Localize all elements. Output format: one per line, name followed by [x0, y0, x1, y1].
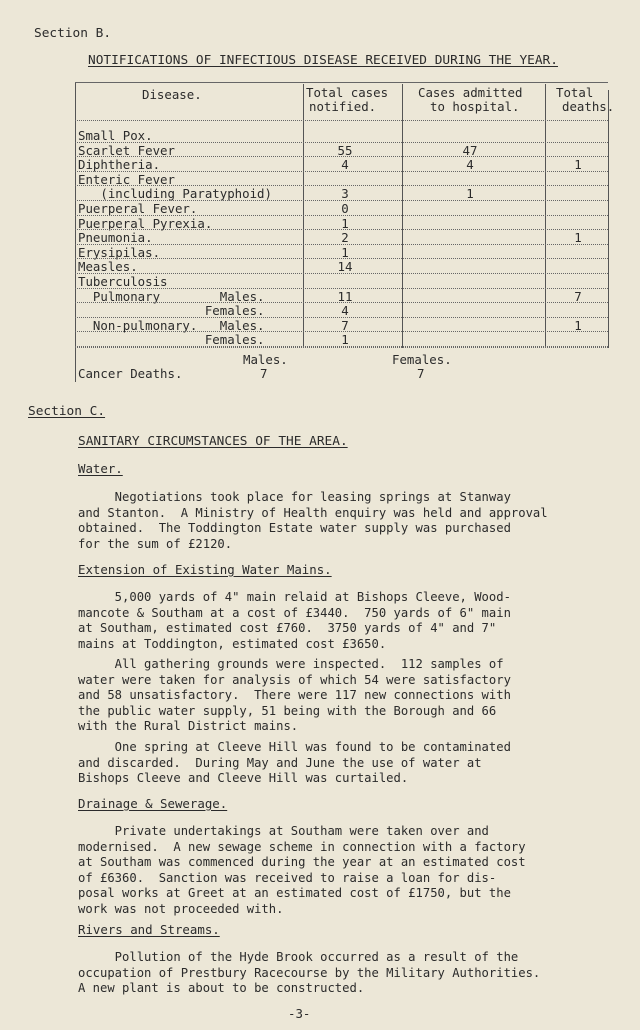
table-divider-1	[303, 84, 304, 348]
water-line: for the sum of £2120.	[78, 536, 233, 551]
row-disease-label: Erysipilas.	[78, 244, 161, 260]
mains-paragraph-2	[78, 657, 598, 735]
mains-paragraph-3	[78, 740, 598, 787]
row-disease-label: (including Paratyphoid)	[78, 186, 272, 202]
drainage-line: work was not proceeded with.	[78, 901, 284, 916]
drainage-line: of £6360. Sanction was received to raise a loan for dis-	[78, 870, 497, 885]
row-notified-value: 2	[341, 230, 349, 246]
mains-line: 5,000 yards of 4" main relaid at Bishops Cleeve, Wood-	[78, 590, 511, 604]
row-disease-label: Diphtheria.	[78, 157, 161, 173]
row-admitted-value: 1	[466, 186, 474, 202]
row-notified-value: 1	[341, 215, 349, 231]
row-notified-value: 1	[341, 332, 349, 348]
table-top-rule	[75, 82, 608, 83]
cancer-deaths-label: Cancer Deaths.	[78, 366, 183, 381]
drainage-line: posal works at Greet at an estimated cost of £1750, but the	[78, 886, 511, 901]
row-disease-label: Females.	[78, 303, 265, 319]
drainage-line: Private undertakings at Southam were taken over and	[78, 824, 489, 838]
mains-paragraph-1	[78, 590, 598, 652]
page-number: -3-	[288, 1006, 311, 1021]
mains-line: Bishops Cleeve and Cleeve Hill was curtailed.	[78, 771, 409, 786]
row-disease-label: Small Pox.	[78, 128, 153, 143]
water-heading: Water.	[78, 461, 123, 476]
col-header-deaths-line2: deaths.	[562, 99, 615, 114]
rivers-line: A new plant is about to be constructed.	[78, 981, 365, 996]
water-paragraph	[78, 490, 598, 552]
row-admitted-value: 47	[462, 142, 478, 158]
row-disease-label: Pulmonary Males.	[78, 288, 265, 304]
table-border-left	[75, 82, 76, 382]
row-rule	[75, 346, 608, 347]
row-disease-label: Scarlet Fever	[78, 142, 175, 158]
mains-line: and discarded. During May and June the use of water at	[78, 755, 482, 770]
col-header-deaths-line1: Total	[556, 85, 594, 100]
mains-line: the public water supply, 51 being with the Borough and 66	[78, 703, 497, 718]
row-disease-label: Enteric Fever	[78, 171, 175, 187]
row-notified-value: 1	[341, 244, 349, 260]
section-c-title: SANITARY CIRCUMSTANCES OF THE AREA.	[78, 434, 348, 449]
mains-line: at Southam, estimated cost £760. 3750 yards of 4" and 7"	[78, 621, 497, 636]
mains-line: mancote & Southam at a cost of £3440. 750 yards of 6" main	[78, 605, 511, 620]
row-notified-value: 4	[341, 303, 349, 319]
cancer-females-label: Females.	[392, 352, 452, 367]
drainage-heading: Drainage & Sewerage.	[78, 796, 228, 811]
col-header-admitted-line2: to hospital.	[430, 99, 520, 114]
row-admitted-value: 4	[466, 157, 474, 173]
col-header-notified-line1: Total cases	[306, 85, 389, 100]
row-notified-value: 11	[337, 288, 353, 304]
mains-line: with the Rural District mains.	[78, 719, 299, 734]
row-disease-label: Puerperal Fever.	[78, 201, 198, 216]
mains-line: mains at Toddington, estimated cost £3650.	[78, 636, 387, 651]
mains-line: One spring at Cleeve Hill was found to be contaminated	[78, 740, 511, 754]
row-deaths-value: 7	[574, 288, 582, 304]
rivers-line: occupation of Prestbury Racecourse by the Military Authorities.	[78, 965, 541, 980]
table-divider-2	[402, 84, 403, 348]
section-c-heading: Section C.	[28, 404, 106, 419]
table-divider-3	[545, 84, 546, 348]
water-line: Negotiations took place for leasing springs at Stanway	[78, 490, 511, 504]
mains-heading: Extension of Existing Water Mains.	[78, 562, 332, 577]
row-disease-label: Puerperal Pyrexia.	[78, 215, 213, 231]
cancer-females-value: 7	[417, 366, 425, 381]
row-notified-value: 3	[341, 186, 349, 202]
cancer-males-label: Males.	[243, 352, 288, 367]
section-b-heading: Section B.	[34, 26, 112, 41]
row-notified-value: 0	[341, 201, 349, 216]
rivers-paragraph	[78, 950, 598, 997]
row-disease-label: Pneumonia.	[78, 230, 153, 246]
water-line: obtained. The Toddington Estate water supply was purchased	[78, 521, 511, 536]
drainage-line: modernised. A new sewage scheme in connection with a factory	[78, 839, 526, 854]
row-disease-label: Measles.	[78, 259, 138, 275]
row-notified-value: 55	[337, 142, 353, 158]
section-b-title: NOTIFICATIONS OF INFECTIOUS DISEASE RECEIVED DURING THE YEAR.	[88, 53, 558, 68]
col-header-disease: Disease.	[142, 87, 202, 102]
mains-line: and 58 unsatisfactory. There were 117 new connections with	[78, 688, 511, 703]
table-border-right	[608, 90, 609, 348]
rivers-line: Pollution of the Hyde Brook occurred as a result of the	[78, 950, 519, 964]
cancer-males-value: 7	[260, 366, 268, 381]
row-disease-label: Females.	[78, 332, 265, 348]
row-notified-value: 4	[341, 157, 349, 173]
col-header-admitted-line1: Cases admitted	[418, 85, 523, 100]
row-disease-label: Non-pulmonary. Males.	[78, 317, 265, 333]
row-deaths-value: 1	[574, 317, 582, 333]
drainage-line: at Southam was commenced during the year at an estimated cost	[78, 855, 526, 870]
row-notified-value: 14	[337, 259, 353, 275]
row-deaths-value: 1	[574, 230, 582, 246]
rivers-heading: Rivers and Streams.	[78, 922, 220, 937]
row-disease-label: Tuberculosis	[78, 274, 168, 289]
col-header-notified-line2: notified.	[309, 99, 377, 114]
table-header-rule	[75, 120, 608, 121]
mains-line: All gathering grounds were inspected. 112 samples of	[78, 657, 504, 671]
mains-line: water were taken for analysis of which 54 were satisfactory	[78, 672, 511, 687]
row-deaths-value: 1	[574, 157, 582, 173]
drainage-paragraph	[78, 824, 598, 918]
row-notified-value: 7	[341, 317, 349, 333]
water-line: and Stanton. A Ministry of Health enquiry was held and approval	[78, 505, 548, 520]
